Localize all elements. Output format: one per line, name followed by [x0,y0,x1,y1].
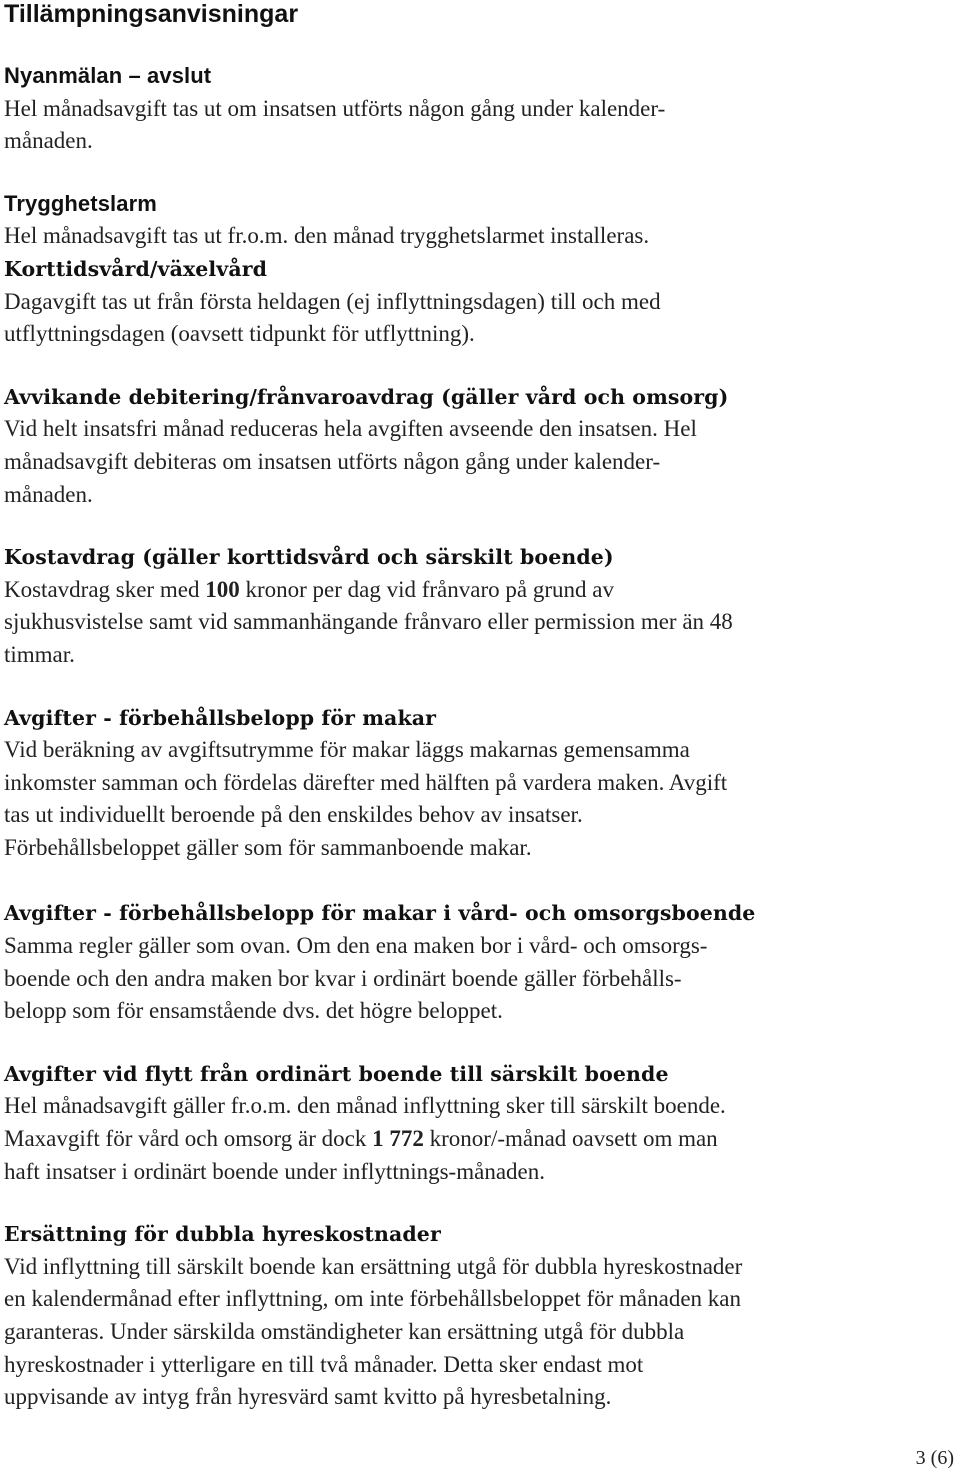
document-body [4,60,954,1444]
section-korttidsvard [4,253,954,351]
body-line: månadsavgift debiteras om insatsen utförts någon gång under kalender- [4,448,661,474]
section-heading: Ersättning för dubbla hyreskostnader [4,1222,441,1247]
body-line: inkomster samman och fördelas därefter med hälften på vardera maken. Avgift [4,769,728,795]
body-line: Hel månadsavgift tas ut om insatsen utförts någon gång under kalender- [4,95,666,121]
section-kostavdrag [4,541,954,671]
amount-value: 100 [205,576,240,602]
body-line: Hel månadsavgift gäller fr.o.m. den månad inflyttning sker till särskilt boende. [4,1093,726,1119]
section-dubbla-hyreskostnader [4,1218,954,1414]
body-line: haft insatser i ordinärt boende under inflyttnings-månaden. [4,1158,545,1184]
body-line: timmar. [4,641,75,667]
body-line: Hel månadsavgift tas ut fr.o.m. den månad trygghetslarmet installeras. [4,223,650,249]
amount-value: 1 772 [372,1126,424,1152]
section-heading: Avgifter - förbehållsbelopp för makar i vård- och omsorgsboende [4,901,756,926]
section-heading: Nyanmälan – avslut [4,63,212,88]
body-line: månaden. [4,481,93,507]
body-line: tas ut individuellt beroende på den enskildes behov av insatser. [4,802,583,828]
body-line: Vid beräkning av avgiftsutrymme för makar läggs makarnas gemensamma [4,737,690,763]
body-line: Samma regler gäller som ovan. Om den ena maken bor i vård- och omsorgs- [4,933,708,959]
body-line: månaden. [4,128,93,154]
body-line: sjukhusvistelse samt vid sammanhängande frånvaro eller permission mer än 48 [4,609,733,635]
page-number: 3 (6) [915,1447,954,1469]
page-title: Tillämpningsanvisningar [4,0,299,28]
section-flytt-sarskilt-boende [4,1058,954,1188]
body-line: Vid helt insatsfri månad reduceras hela avgiften avseende den insatsen. Hel [4,416,697,442]
body-line: uppvisande av intyg från hyresvärd samt kvitto på hyresbetalning. [4,1384,612,1410]
body-line [4,574,954,607]
section-avvikande-debitering [4,381,954,511]
body-text: Kostavdrag sker med [4,576,206,602]
section-heading: Trygghetslarm [4,190,157,216]
section-heading: Korttidsvård/växelvård [4,256,268,281]
body-line: utflyttningsdagen (oavsett tidpunkt för utflyttning). [4,321,475,347]
section-forbehallsbelopp-omsorgsboende [4,897,954,1027]
body-line [4,1123,954,1156]
body-line: Vid inflyttning till särskilt boende kan ersättning utgå för dubbla hyreskostnader [4,1253,743,1279]
body-line: belopp som för ensamstående dvs. det högre beloppet. [4,998,503,1024]
section-heading: Avvikande debitering/frånvaroavdrag (gäller vård och omsorg) [4,384,729,409]
section-forbehallsbelopp-makar [4,702,954,865]
section-heading: Avgifter vid flytt från ordinärt boende till särskilt boende [4,1061,669,1086]
section-nyanmalan [4,60,954,158]
section-heading: Avgifter - förbehållsbelopp för makar [4,705,437,730]
body-line: Förbehållsbeloppet gäller som för sammanboende makar. [4,834,532,860]
body-text: Maxavgift för vård och omsorg är dock [4,1126,373,1152]
body-line: boende och den andra maken bor kvar i ordinärt boende gäller förbehålls- [4,965,682,991]
body-text: kronor per dag vid frånvaro på grund av [239,576,614,602]
body-line: en kalendermånad efter inflyttning, om inte förbehållsbeloppet för månaden kan [4,1286,742,1312]
section-heading: Kostavdrag (gäller korttidsvård och särskilt boende) [4,545,614,570]
body-text: kronor/-månad oavsett om man [423,1126,718,1152]
section-trygghetslarm [4,188,954,253]
body-line: hyreskostnader i ytterligare en till två månader. Detta sker endast mot [4,1351,644,1377]
body-line: garanteras. Under särskilda omständigheter kan ersättning utgå för dubbla [4,1319,685,1344]
body-line: Dagavgift tas ut från första heldagen (ej inflyttningsdagen) till och med [4,288,661,314]
